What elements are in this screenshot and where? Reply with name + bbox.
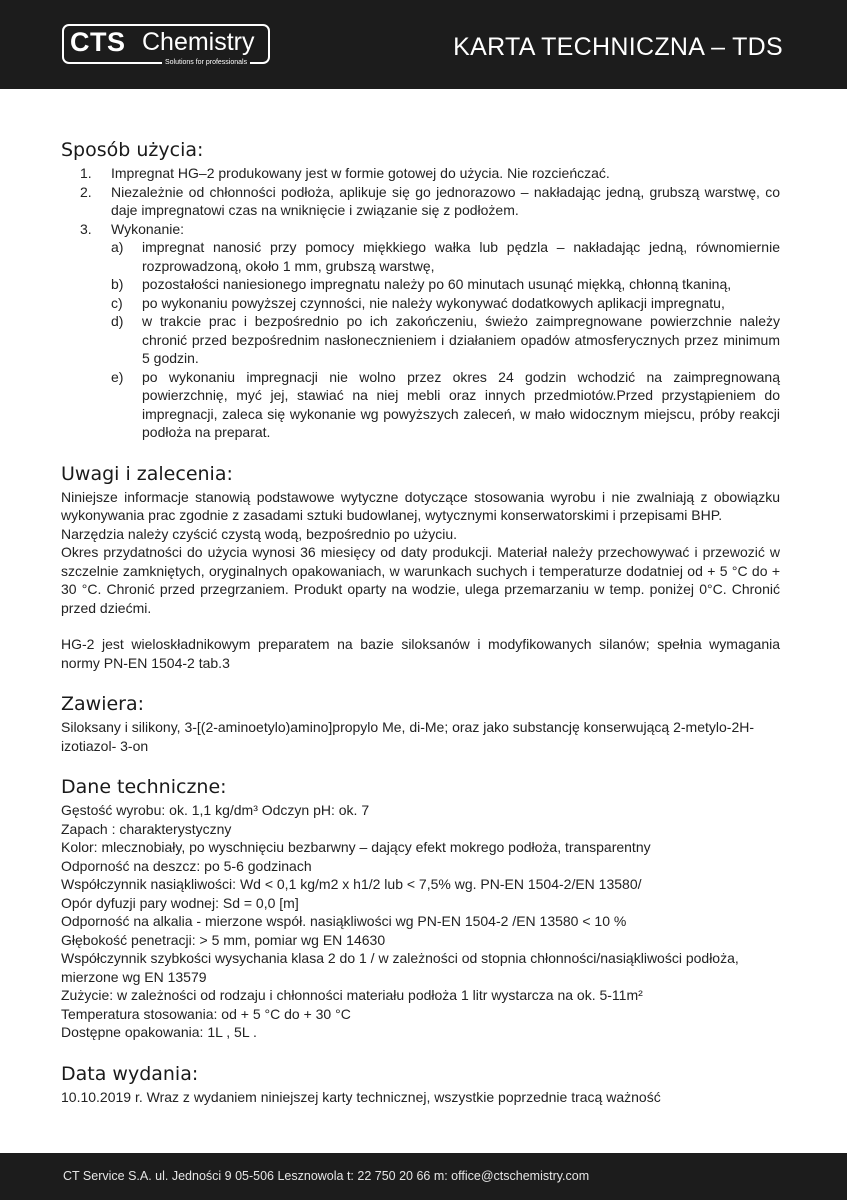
- sub-list-letter: b): [111, 276, 124, 292]
- contains-text: Siloksany i silikony, 3-[(2-aminoetylo)amino]propylo Me, di-Me; oraz jako substancję konserwującą 2-metylo-2H-izotiazol- 3-on: [61, 719, 755, 754]
- remarks-paragraph: Narzędzia należy czyścić czystą wodą, bezpośrednio po użyciu.: [61, 525, 458, 542]
- remarks-heading: Uwagi i zalecenia:: [61, 462, 233, 485]
- remarks-paragraph: HG-2 jest wieloskładnikowym preparatem na bazie siloksanów i modyfikowanych silanów; spełnia wymagania normy PN-EN 1504-2 tab.3: [61, 636, 780, 671]
- contains-section: [61, 692, 780, 755]
- logo-main-text: CTS: [70, 27, 126, 57]
- sub-list-item: [111, 275, 780, 294]
- logo-tagline: Solutions for professionals: [162, 58, 250, 67]
- sub-list-letter: a): [111, 239, 124, 255]
- document-body: [61, 138, 780, 1126]
- list-text: Wykonanie:: [111, 220, 185, 237]
- usage-section: [61, 138, 780, 442]
- technical-line: Głębokość penetracji: > 5 mm, pomiar wg EN 14630: [61, 931, 386, 948]
- issue-section: [61, 1062, 780, 1107]
- list-number: 2.: [80, 183, 92, 200]
- document-title: KARTA TECHNICZNA – TDS: [453, 33, 783, 61]
- list-item: [61, 220, 780, 239]
- sub-list-text: impregnat nanosić przy pomocy miękkiego wałka lub pędzla – nakładając jedną, równomiernie rozprowadzoną, około 1 mm, grubszą warstwę,: [142, 239, 780, 274]
- remarks-paragraph: Okres przydatności do użycia wynosi 36 miesięcy od daty produkcji. Materiał należy przechowywać i przewozić w szczelnie zamkniętych, oryginalnych opakowaniach, w warunkach suchych i temperaturze dodatniej od + 5 °C do + 30 °C. Chronić przed przegrzaniem. Produkt oparty na wodzie, ulega przemarzaniu w temp. poniżej 0°C. Chronić przed dziećmi.: [61, 544, 780, 616]
- list-item: [61, 183, 780, 220]
- technical-heading: Dane techniczne:: [61, 776, 227, 798]
- technical-section: [61, 775, 780, 1042]
- list-number: 1.: [80, 165, 92, 181]
- list-item: [61, 164, 780, 183]
- list-number: 3.: [80, 220, 92, 237]
- sub-list-text: w trakcie prac i bezpośrednio po ich zakończeniu, świeżo zaimpregnowane powierzchnie należy chronić przed bezpośrednim nasłonecznieniem i działaniem opadów atmosferycznych przez minimum 5 godzin.: [142, 313, 780, 366]
- page-footer: [0, 1153, 847, 1200]
- technical-line: Współczynnik nasiąkliwości: Wd < 0,1 kg/m2 x h1/2 lub < 7,5% wg. PN-EN 1504-2/EN 13580/: [61, 876, 642, 892]
- sub-list-item: [111, 312, 780, 368]
- technical-line: Kolor: mlecznobiały, po wyschnięciu bezbarwny – dający efekt mokrego podłoża, transparentny: [61, 839, 651, 855]
- remarks-paragraph: Niniejsze informacje stanowią podstawowe wytyczne dotyczące stosowania wyrobu i nie zwalniają z obowiązku wykonywania prac zgodnie z zasadami sztuki budowlanej, wytycznymi konserwatorskimi i przepisami BHP.: [61, 488, 780, 523]
- sub-list-item: [111, 368, 780, 442]
- issue-heading: Data wydania:: [61, 1062, 199, 1085]
- paragraph-gap: [61, 617, 780, 635]
- sub-list-text: po wykonaniu powyższej czynności, nie należy wykonywać dodatkowych aplikacji impregnatu,: [142, 294, 725, 311]
- technical-line: Zapach : charakterystyczny: [61, 820, 232, 837]
- technical-line: Gęstość wyrobu: ok. 1,1 kg/dm³ Odczyn pH: ok. 7: [61, 802, 370, 818]
- list-text: Impregnat HG–2 produkowany jest w formie gotowej do użycia. Nie rozcieńczać.: [111, 165, 610, 181]
- technical-line: Współczynnik szybkości wysychania klasa 2 do 1 / w zależności od stopnia chłonności/nasiąkliwości podłoża, mierzone wg EN 13579: [61, 950, 739, 985]
- sub-list-letter: d): [111, 313, 124, 329]
- technical-line: Odporność na deszcz: po 5-6 godzinach: [61, 857, 312, 874]
- issue-text: 10.10.2019 r. Wraz z wydaniem niniejszej karty technicznej, wszystkie poprzednie tracą ważność: [61, 1088, 661, 1105]
- contains-heading: Zawiera:: [61, 693, 145, 715]
- page-header: [0, 0, 847, 89]
- sub-list-text: pozostałości naniesionego impregnatu należy po 60 minutach usunąć miękką, chłonną tkaniną,: [142, 276, 732, 292]
- sub-list-letter: c): [111, 294, 123, 311]
- technical-line: Zużycie: w zależności od rodzaju i chłonności materiału podłoża 1 litr wystarcza na ok. 5-11m²: [61, 987, 643, 1003]
- remarks-section: [61, 462, 780, 673]
- sub-list: [111, 238, 780, 442]
- usage-heading: Sposób użycia:: [61, 139, 204, 161]
- sub-list-item: [111, 238, 780, 275]
- logo-word-text: Chemistry: [142, 28, 255, 56]
- technical-line: Temperatura stosowania: od + 5 °C do + 30 °C: [61, 1005, 351, 1022]
- technical-line: Odporność na alkalia - mierzone współ. nasiąkliwości wg PN-EN 1504-2 /EN 13580 < 10 %: [61, 913, 627, 929]
- sub-list-item: [111, 294, 780, 313]
- footer-contact: CT Service S.A. ul. Jedności 9 05-506 Lesznowola t: 22 750 20 66 m: office@ctschemistry.com: [63, 1169, 590, 1183]
- technical-line: Opór dyfuzji pary wodnej: Sd = 0,0 [m]: [61, 894, 299, 911]
- list-text: Niezależnie od chłonności podłoża, aplikuje się go jednorazowo – nakładając jedną, grubszą warstwę, co daje impregnatowi czas na wniknięcie i związanie się z podłożem.: [111, 183, 780, 218]
- technical-line: Dostępne opakowania: 1L , 5L .: [61, 1024, 257, 1040]
- sub-list-text: po wykonaniu impregnacji nie wolno przez okres 24 godzin wchodzić na zaimpregnowaną powierzchnię, myć jej, stawiać na niej mebli oraz innych przedmiotów.Przed przystąpieniem do impregnacji, zaleca się wykonanie wg powyższych zaleceń, w mało widocznym miejscu, próby reakcji podłoża na preparat.: [142, 368, 780, 440]
- company-logo: [62, 22, 272, 68]
- sub-list-letter: e): [111, 368, 124, 385]
